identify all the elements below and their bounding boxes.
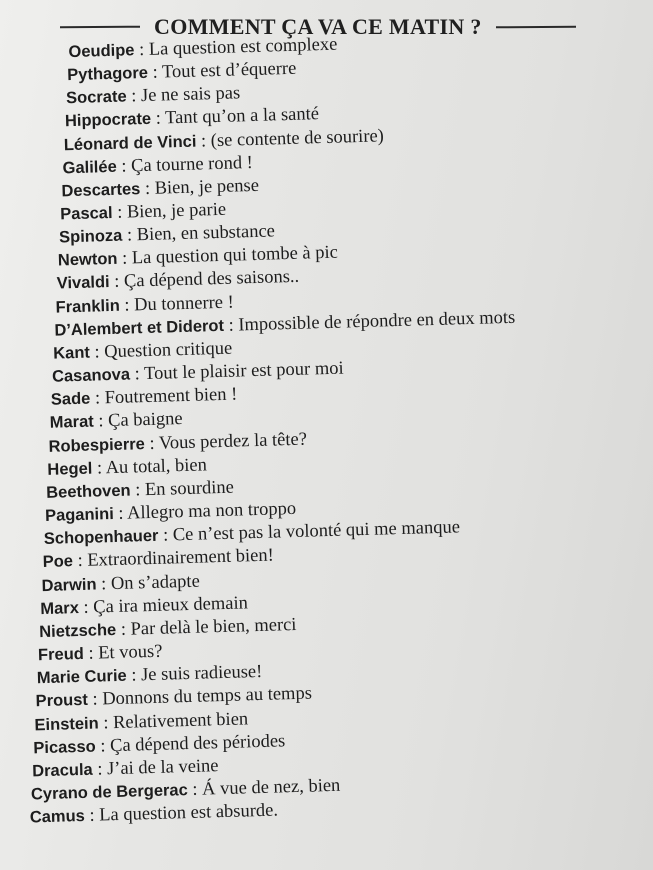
entry-answer: : Ça ira mieux demain (78, 593, 249, 618)
entry-name: Vivaldi (56, 273, 110, 294)
entry-name: Pythagore (67, 63, 149, 85)
entry-answer: : Foutrement bien ! (90, 384, 238, 409)
entry-name: Oeudipe (68, 41, 135, 61)
page-title: COMMENT ÇA VA CE MATIN ? (154, 14, 482, 39)
entry-name: Picasso (33, 737, 96, 758)
list-item (66, 83, 241, 110)
list-item (60, 199, 226, 226)
entry-name: Proust (35, 691, 89, 711)
entry-answer: : Du tonnerre ! (119, 292, 235, 316)
entry-answer: : (se contente de sourire) (196, 125, 385, 152)
entry-answer: : Je ne sais pas (126, 83, 241, 107)
entry-name: Newton (57, 250, 118, 270)
list-item (61, 175, 259, 203)
entry-name: Socrate (65, 87, 127, 108)
entry-answer: : Extraordinairement bien! (72, 545, 275, 572)
entry-name: Pascal (60, 203, 113, 224)
entry-name: Léonard de Vinci (63, 132, 197, 154)
entry-name: Cyrano de Bergerac (30, 781, 189, 804)
entry-name: Dracula (31, 760, 93, 781)
entry-name: Descartes (61, 179, 141, 201)
entry-answer: : Tant qu’on a la santé (150, 104, 320, 130)
entry-answer: : Ça tourne rond ! (116, 152, 254, 177)
entry-answer: : J’ai de la veine (92, 756, 219, 780)
entry-name: Hegel (47, 459, 93, 479)
entry-answer: : La question qui tombe à pic (117, 242, 339, 270)
entry-answer: : Tout est d’équerre (147, 58, 297, 83)
entry-name: Nietzsche (38, 620, 117, 642)
list-item (47, 454, 207, 480)
entry-name: Robespierre (48, 434, 146, 456)
entry-answer: : Et vous? (83, 641, 163, 664)
entry-answer: : Au total, bien (92, 455, 208, 479)
entry-answer: : La question est absurde. (84, 800, 279, 827)
entry-name: Poe (42, 552, 74, 572)
entry-name: Sade (50, 389, 91, 410)
entry-name: Paganini (44, 505, 115, 526)
entry-name: Hippocrate (64, 110, 152, 131)
entry-answer: : Ça baigne (93, 409, 183, 432)
entry-answer: : Question critique (89, 338, 233, 363)
entry-name: Camus (29, 807, 86, 827)
entry-answer: : Á vue de nez, bien (187, 775, 341, 801)
entry-name: Marie Curie (36, 666, 127, 688)
entry-name: Einstein (34, 714, 99, 734)
list-item (38, 641, 163, 666)
entry-answer: : Bien, je parie (112, 199, 227, 223)
entry-name: Kant (53, 343, 91, 363)
entry-answer: : Donnons du temps au temps (87, 683, 313, 711)
entry-answer: : Ça dépend des saisons.. (109, 267, 300, 293)
entry-name: D’Alembert et Diderot (54, 316, 225, 340)
entry-name: Casanova (51, 365, 131, 386)
list-item (51, 384, 238, 411)
entry-answer: : Relativement bien (98, 708, 249, 734)
entry-name: Darwin (41, 575, 97, 595)
entry-answer: : On s’adapte (96, 571, 201, 595)
entry-answer: : Bien, en substance (122, 221, 276, 246)
entry-name: Franklin (55, 296, 121, 317)
entry-name: Galilée (62, 157, 117, 177)
entry-name: Marat (49, 413, 94, 433)
entry-answer: : En sourdine (130, 477, 235, 501)
entry-name: Freud (37, 644, 85, 665)
entry-answer: : Vous perdez la tête? (144, 429, 308, 454)
entry-answer: : Impossible de répondre en deux mots (223, 307, 516, 336)
entry-name: Marx (40, 598, 80, 618)
entry-answer: : Je suis radieuse! (126, 662, 263, 686)
entry-answer: : Ce n’est pas la volonté qui me manque (158, 517, 461, 547)
entry-name: Schopenhauer (43, 527, 159, 549)
entry-name: Beethoven (45, 481, 131, 502)
list-item (49, 409, 182, 435)
entry-answer: : Ça dépend des périodes (95, 731, 286, 757)
entry-answer: : Par delà le bien, merci (115, 614, 297, 640)
entry-answer: : La question est complexe (134, 34, 338, 61)
list-item (41, 570, 200, 596)
entry-name: Spinoza (58, 226, 123, 247)
list-item (68, 33, 337, 63)
entry-answer: : Tout le plaisir est pour moi (129, 358, 344, 385)
entry-answer: : Allegro ma non troppo (113, 499, 297, 525)
entry-answer: : Bien, je pense (140, 175, 260, 199)
